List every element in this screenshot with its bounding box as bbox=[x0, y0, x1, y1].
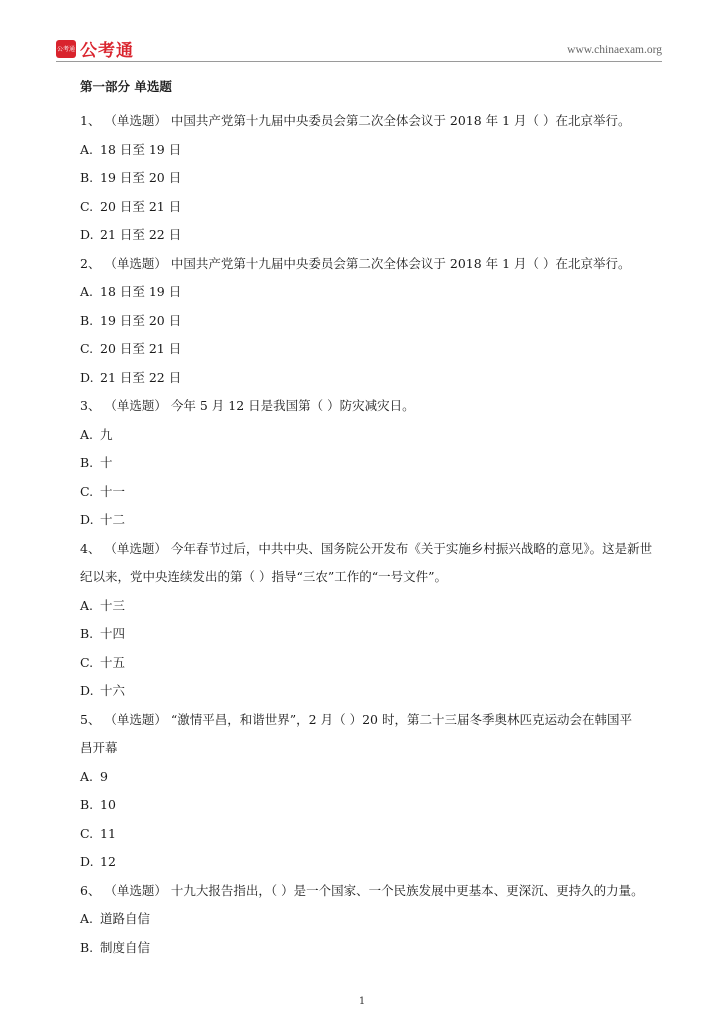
option-text: 道路自信 bbox=[100, 911, 151, 926]
option-text: 10 bbox=[100, 797, 116, 812]
option-letter: A. bbox=[80, 597, 94, 613]
question-item bbox=[80, 877, 666, 963]
option-letter: B. bbox=[80, 626, 94, 641]
question-stem: 1、 （单选题） 中国共产党第十九届中央委员会第二次全体会议于 2018 年 1 月（ ）在北京举行。 bbox=[80, 113, 631, 128]
site-url: www.chinaexam.org bbox=[567, 44, 662, 56]
logo-icon: 公考通 bbox=[56, 40, 76, 58]
option-letter: A. bbox=[80, 768, 94, 784]
option-letter: A. bbox=[80, 911, 94, 926]
option-letter: A. bbox=[80, 284, 94, 299]
answer-option bbox=[80, 478, 666, 507]
answer-option bbox=[80, 136, 666, 165]
page-header bbox=[0, 0, 724, 60]
brand-logo bbox=[56, 36, 134, 61]
question-item bbox=[80, 107, 666, 250]
option-text: 21 日至 22 日 bbox=[100, 227, 182, 242]
answer-option bbox=[80, 307, 666, 336]
question-item bbox=[80, 392, 666, 535]
option-text: 19 日至 20 日 bbox=[100, 170, 182, 185]
option-text: 十一 bbox=[100, 483, 126, 499]
answer-option bbox=[80, 592, 666, 621]
answer-option bbox=[80, 193, 666, 222]
answer-option bbox=[80, 934, 666, 963]
option-letter: D. bbox=[80, 683, 94, 698]
answer-option bbox=[80, 364, 666, 393]
option-letter: B. bbox=[80, 797, 94, 812]
option-text: 十 bbox=[100, 455, 113, 470]
answer-option bbox=[80, 791, 666, 820]
answer-option bbox=[80, 649, 666, 678]
question-stem: 昌开幕 bbox=[80, 740, 118, 755]
option-letter: A. bbox=[80, 141, 94, 157]
question-stem: 纪以来，党中央连续发出的第（ ）指导“三农”工作的“一号文件”。 bbox=[80, 569, 448, 584]
page-number: 1 bbox=[358, 996, 366, 1007]
option-letter: C. bbox=[80, 341, 94, 356]
answer-option bbox=[80, 278, 666, 307]
answer-option bbox=[80, 820, 666, 849]
option-text: 21 日至 22 日 bbox=[100, 369, 182, 385]
option-text: 18 日至 19 日 bbox=[100, 141, 182, 157]
option-letter: B. bbox=[80, 312, 94, 328]
question-stem: 5、 （单选题） “激情平昌，和谐世界”，2 月（ ）20 时，第二十三届冬季奥林匹克运动会在韩国平 bbox=[80, 711, 632, 727]
option-text: 11 bbox=[100, 825, 116, 841]
option-letter: D. bbox=[80, 512, 94, 527]
option-text: 十三 bbox=[100, 597, 126, 613]
header-divider bbox=[56, 61, 662, 62]
logo-text: 公考通 bbox=[80, 41, 134, 61]
question-list bbox=[80, 107, 666, 962]
option-letter: D. bbox=[80, 854, 94, 869]
question-stem: 2、 （单选题） 中国共产党第十九届中央委员会第二次全体会议于 2018 年 1 月（ ）在北京举行。 bbox=[80, 255, 631, 271]
option-letter: C. bbox=[80, 825, 94, 841]
option-letter: D. bbox=[80, 227, 94, 242]
answer-option bbox=[80, 506, 666, 535]
answer-option bbox=[80, 221, 666, 250]
document-body bbox=[80, 78, 666, 962]
answer-option bbox=[80, 763, 666, 792]
option-text: 12 bbox=[100, 854, 116, 869]
option-letter: A. bbox=[80, 426, 94, 442]
option-text: 18 日至 19 日 bbox=[100, 284, 182, 299]
question-item bbox=[80, 706, 666, 877]
question-item bbox=[80, 535, 666, 706]
option-text: 九 bbox=[100, 426, 113, 442]
option-letter: B. bbox=[80, 455, 94, 470]
option-letter: B. bbox=[80, 170, 94, 185]
answer-option bbox=[80, 620, 666, 649]
option-text: 十五 bbox=[100, 654, 126, 670]
option-text: 20 日至 21 日 bbox=[100, 341, 182, 356]
answer-option bbox=[80, 449, 666, 478]
answer-option bbox=[80, 848, 666, 877]
option-text: 十二 bbox=[100, 512, 126, 527]
answer-option bbox=[80, 164, 666, 193]
option-text: 十六 bbox=[100, 683, 126, 698]
answer-option bbox=[80, 335, 666, 364]
option-text: 9 bbox=[100, 768, 108, 784]
question-item bbox=[80, 250, 666, 393]
option-text: 制度自信 bbox=[100, 939, 151, 955]
option-letter: B. bbox=[80, 939, 94, 955]
option-letter: C. bbox=[80, 654, 94, 670]
option-letter: D. bbox=[80, 369, 94, 385]
question-stem: 4、 （单选题） 今年春节过后，中共中央、国务院公开发布《关于实施乡村振兴战略的意见》。这是新世 bbox=[80, 540, 653, 556]
question-stem: 6、 （单选题） 十九大报告指出，（ ）是一个国家、一个民族发展中更基本、更深沉、更持久的力量。 bbox=[80, 882, 644, 898]
option-text: 十四 bbox=[100, 626, 126, 641]
option-text: 20 日至 21 日 bbox=[100, 198, 182, 214]
question-stem: 3、 （单选题） 今年 5 月 12 日是我国第（ ）防灾减灾日。 bbox=[80, 398, 415, 413]
section-title: 第一部分 单选题 bbox=[80, 79, 172, 94]
answer-option bbox=[80, 677, 666, 706]
option-text: 19 日至 20 日 bbox=[100, 312, 182, 328]
answer-option bbox=[80, 421, 666, 450]
option-letter: C. bbox=[80, 198, 94, 214]
option-letter: C. bbox=[80, 483, 94, 499]
answer-option bbox=[80, 905, 666, 934]
